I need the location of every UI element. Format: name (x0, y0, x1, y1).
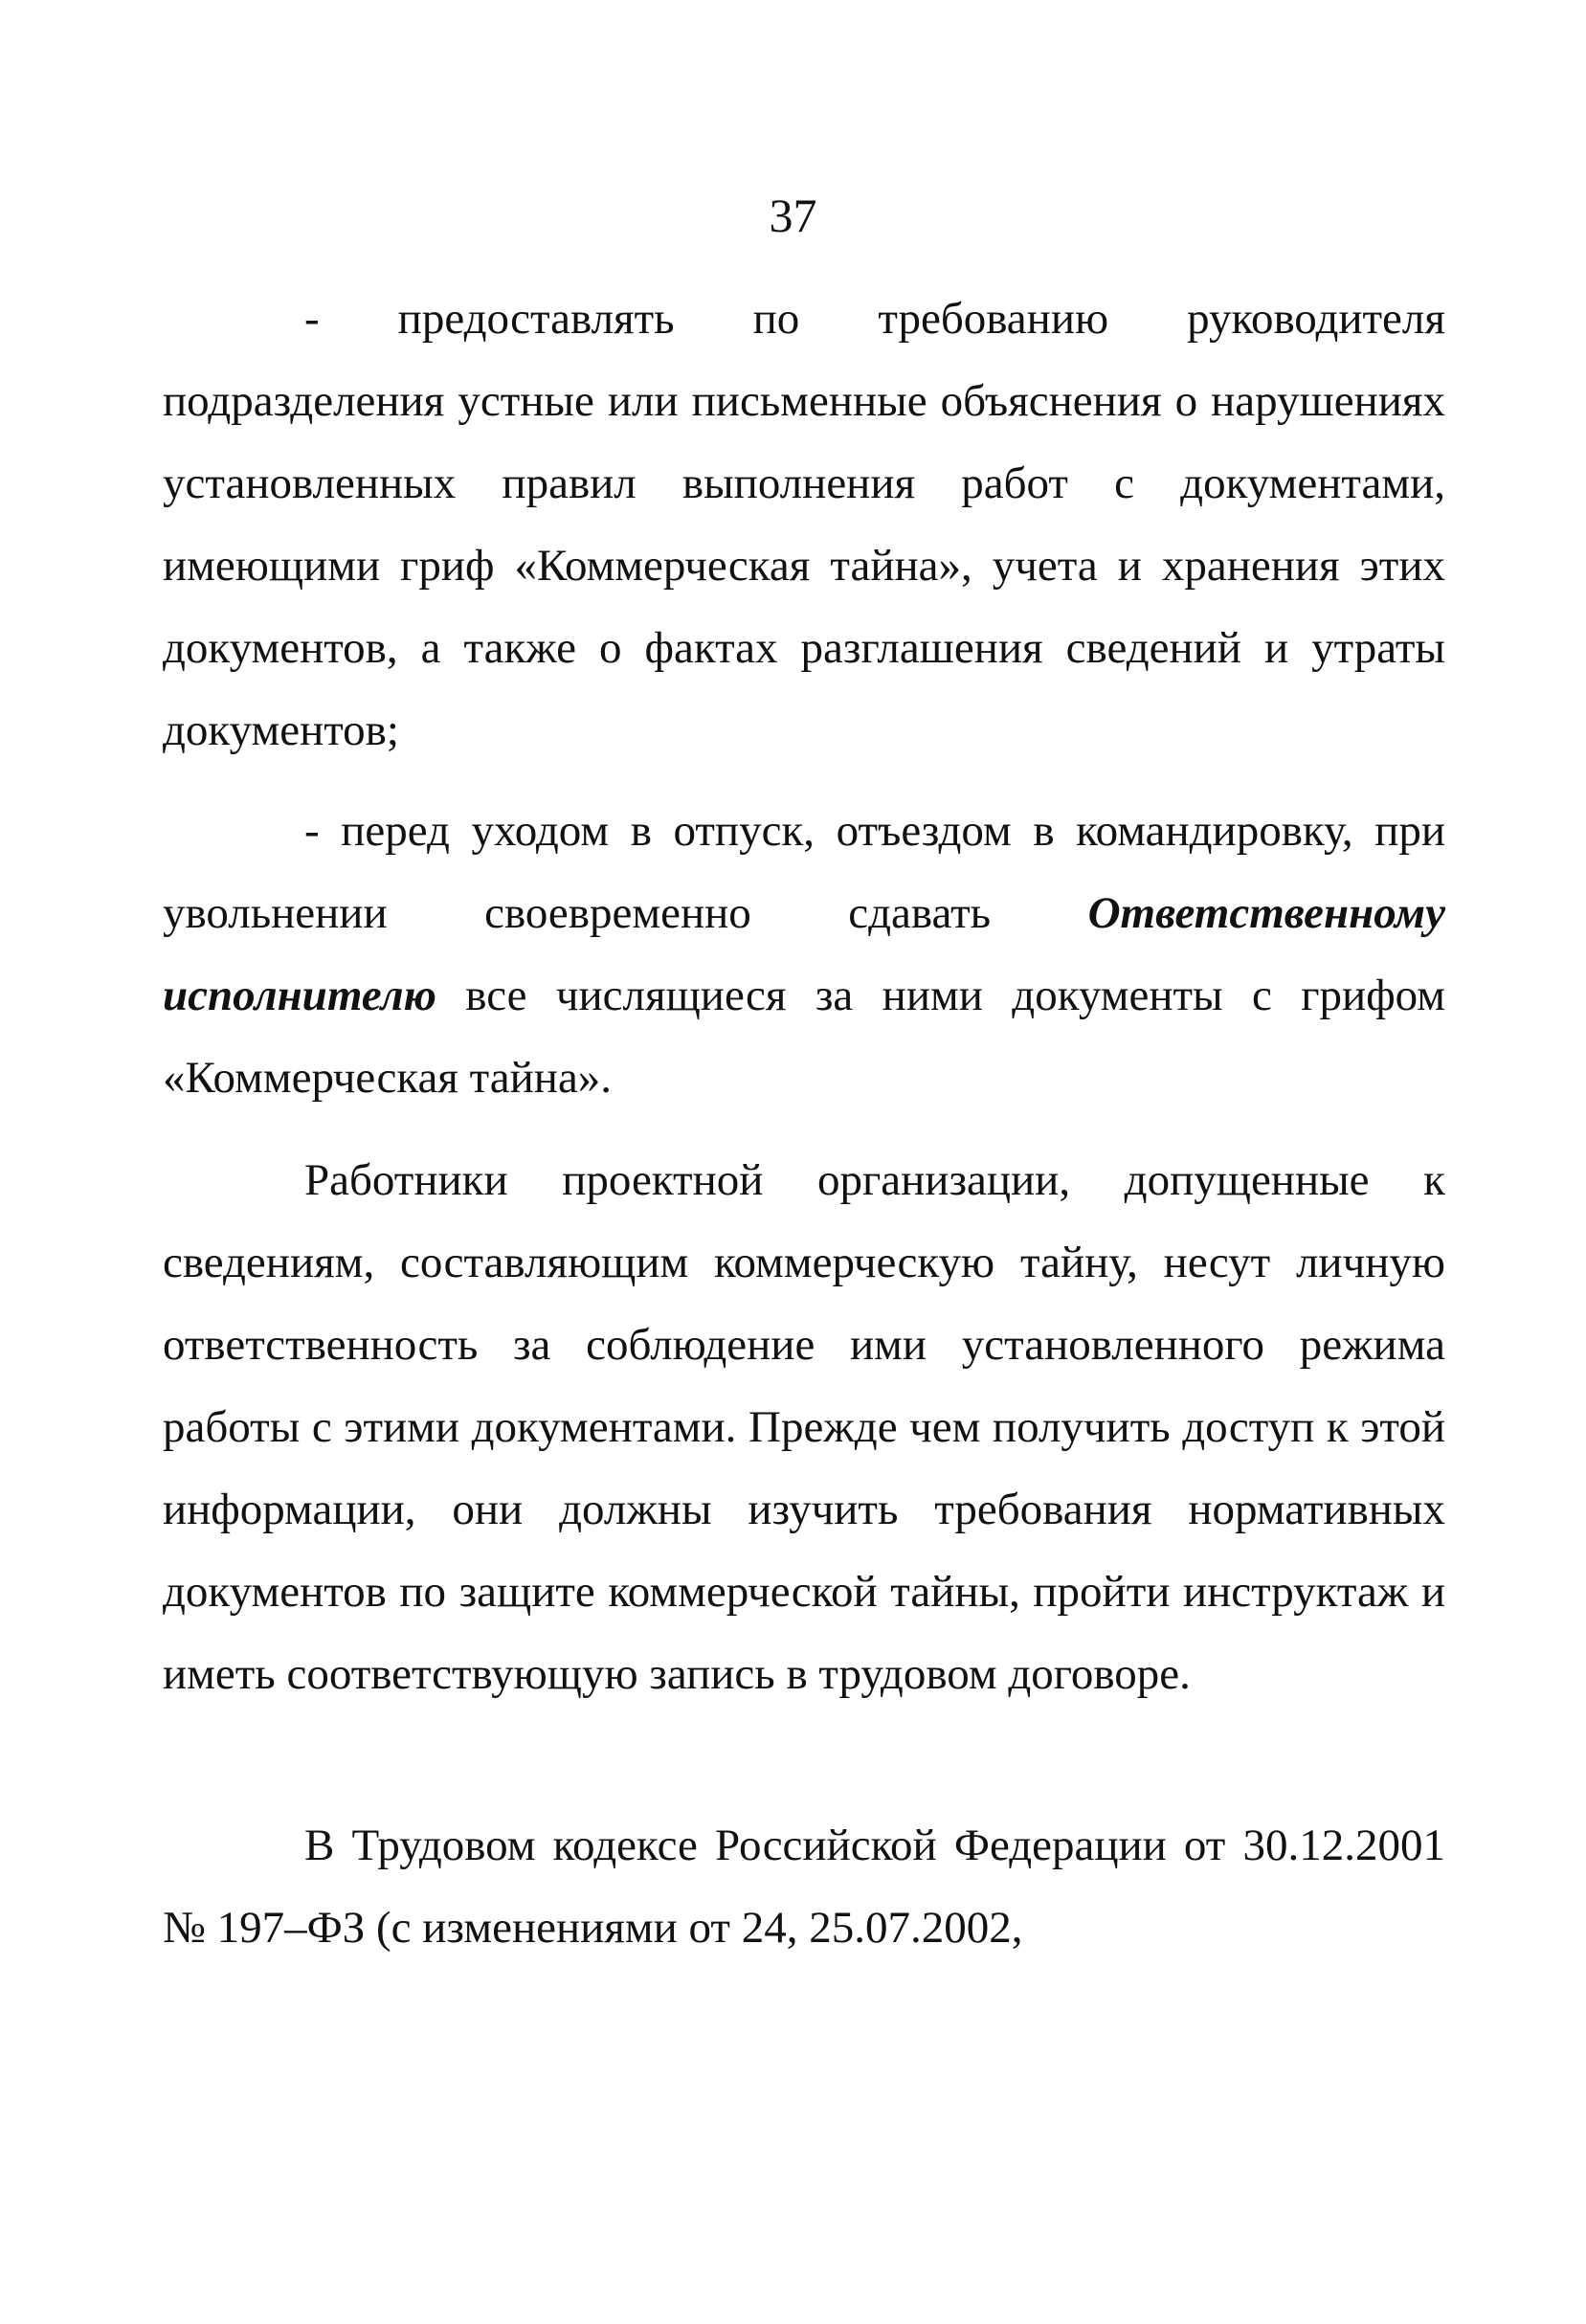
paragraph-document-handover (163, 790, 1445, 1119)
paragraph-text: - предоставлять по требованию руководителя подразделения устные или письменные объяснения о нарушениях установленных правил выполнения работ с документами, имеющими гриф «Коммерческая тайна», учета и хранения этих документов, а также о фактах разглашения сведений и утраты документов; (163, 294, 1445, 755)
page-number: 37 (769, 189, 817, 242)
paragraph-text: Работники проектной организации, допущенные к сведениям, составляющим коммерческую тайну, несут личную ответственность за соблюдение ими установленного режима работы с этими документами. Прежде чем получить доступ к этой информации, они должны изучить требования нормативных документов по защите коммерческой тайны, пройти инструктаж и иметь соответствующую запись в трудовом договоре. (163, 1155, 1445, 1699)
paragraph-explanations (163, 278, 1445, 771)
paragraph-labor-code (163, 1804, 1445, 1969)
paragraph-text-end: все числящиеся за ними документы с грифом «Коммерческая тайна». (163, 971, 1445, 1103)
emphasized-responsible-executor: Ответственному исполнителю (163, 888, 1445, 1020)
paragraph-text-start: - перед уходом в отпуск, отъездом в командировку, при увольнении своевременно сдавать (163, 806, 1445, 938)
paragraph-text: В Трудовом кодексе Российской Федерации от 30.12.2001 № 197–ФЗ (с изменениями от 24, 25.07.2002, (163, 1821, 1445, 1953)
paragraph-employee-responsibility (163, 1139, 1445, 1715)
